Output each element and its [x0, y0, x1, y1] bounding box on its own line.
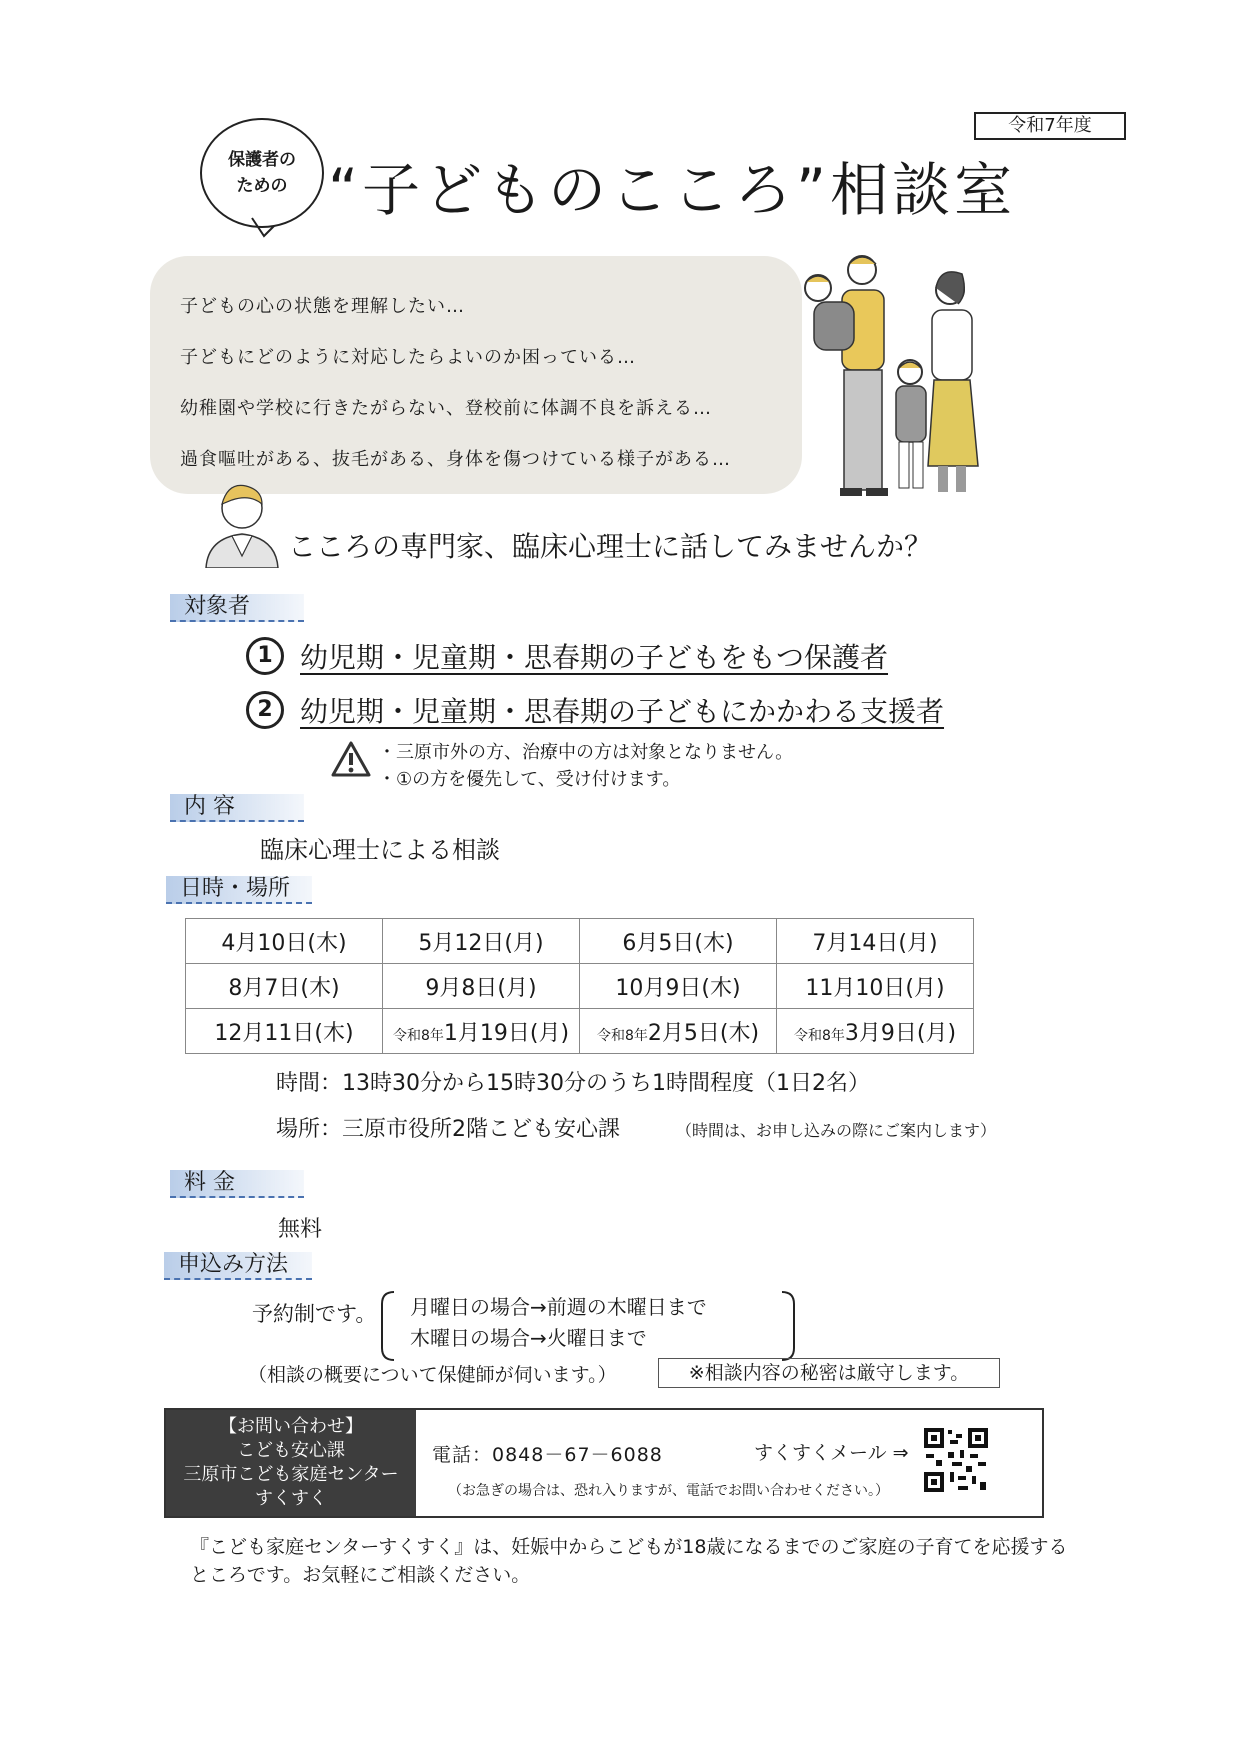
schedule-time: 時間：13時30分から15時30分のうち1時間程度（1日2名） [276, 1071, 870, 1096]
apply-rule-monday: 月曜日の場合→前週の木曜日まで [410, 1295, 707, 1319]
concern-item: 子どもの心の状態を理解したい… [180, 296, 465, 317]
right-bracket [778, 1290, 798, 1362]
schedule-cell: 8月7日(木) [186, 964, 383, 1009]
schedule-cell: 令和8年1月19日(月) [383, 1009, 580, 1054]
schedule-time-note: （時間は、お申し込みの際にご案内します） [676, 1121, 997, 1140]
contact-center-name: すくすく [255, 1488, 327, 1509]
target-item-1 [246, 636, 888, 676]
section-label-target: 対象者 [170, 594, 304, 622]
page-title: “子どものこころ”相談室 [328, 156, 1017, 224]
counselor-icon [202, 472, 282, 568]
section-label-schedule: 日時・場所 [166, 876, 312, 904]
family-illustration [800, 246, 1000, 506]
confidentiality-note: ※相談内容の秘密は厳守します。 [658, 1358, 1000, 1388]
schedule-cell: 9月8日(月) [383, 964, 580, 1009]
schedule-cell: 令和8年3月9日(月) [777, 1009, 974, 1054]
table-row [186, 919, 974, 964]
schedule-cell: 11月10日(月) [777, 964, 974, 1009]
target-text: 幼児期・児童期・思春期の子どもをもつ保護者 [300, 641, 889, 674]
contact-phone-note: （お急ぎの場合は、恐れ入りますが、電話でお問い合わせください。） [448, 1483, 889, 1499]
concern-item: 過食嘔吐がある、抜毛がある、身体を傷つけている様子がある… [180, 449, 731, 470]
apply-rule-thursday: 木曜日の場合→火曜日まで [410, 1326, 647, 1350]
schedule-table [185, 918, 974, 1054]
table-row [186, 1009, 974, 1054]
schedule-cell: 令和8年2月5日(木) [580, 1009, 777, 1054]
bubble-line-2: ための [236, 176, 288, 196]
schedule-cell: 12月11日(木) [186, 1009, 383, 1054]
contact-dept: こども安心課 [237, 1440, 345, 1461]
section-label-content: 内 容 [170, 794, 304, 822]
section-label-apply: 申込み方法 [164, 1252, 312, 1280]
target-item-2 [246, 690, 944, 730]
footer-text: 『こども家庭センターすくすく』は、妊娠中からこどもが18歳になるまでのご家庭の子育てを応援するところです。お気軽にご相談ください。 [190, 1536, 1068, 1586]
target-note: ・三原市外の方、治療中の方は対象となりません。 [378, 742, 794, 763]
contact-phone: 電話：0848－67－6088 [432, 1444, 663, 1466]
mail-label: すくすくメール ⇒ [754, 1442, 909, 1464]
schedule-cell: 6月5日(木) [580, 919, 777, 964]
target-text: 幼児期・児童期・思春期の子どもにかかわる支援者 [300, 695, 945, 728]
contact-header [166, 1410, 416, 1516]
schedule-place: 場所：三原市役所2階こども安心課 [276, 1117, 620, 1142]
contact-box [164, 1408, 1044, 1518]
section-label-fee: 料 金 [170, 1170, 304, 1198]
bubble-line-1: 保護者の [228, 150, 296, 170]
left-bracket [378, 1290, 398, 1362]
fee-text: 無料 [278, 1217, 323, 1242]
circled-number-1: 1 [246, 637, 284, 675]
concern-item: 子どもにどのように対応したらよいのか困っている… [180, 347, 636, 368]
audience-bubble [200, 118, 324, 228]
contact-center: 三原市こども家庭センター [183, 1464, 399, 1485]
table-row [186, 964, 974, 1009]
schedule-cell: 10月9日(木) [580, 964, 777, 1009]
lead-question: こころの専門家、臨床心理士に話してみませんか？ [288, 530, 933, 563]
schedule-cell: 7月14日(月) [777, 919, 974, 964]
schedule-cell: 4月10日(木) [186, 919, 383, 964]
contact-title: 【お問い合わせ】 [219, 1416, 363, 1437]
apply-note: （相談の概要について保健師が伺います。） [248, 1364, 617, 1386]
content-text: 臨床心理士による相談 [260, 836, 500, 864]
warning-icon [330, 740, 372, 778]
circled-number-2: 2 [246, 691, 284, 729]
qr-code-icon[interactable] [922, 1426, 990, 1494]
concerns-box [150, 256, 802, 494]
fiscal-year-badge: 令和7年度 [974, 112, 1126, 140]
schedule-cell: 5月12日(月) [383, 919, 580, 964]
apply-intro: 予約制です。 [252, 1302, 377, 1326]
bubble-tail [248, 216, 278, 240]
target-note: ・①の方を優先して、受け付けます。 [378, 769, 681, 790]
concern-item: 幼稚園や学校に行きたがらない、登校前に体調不良を訴える… [180, 398, 712, 419]
